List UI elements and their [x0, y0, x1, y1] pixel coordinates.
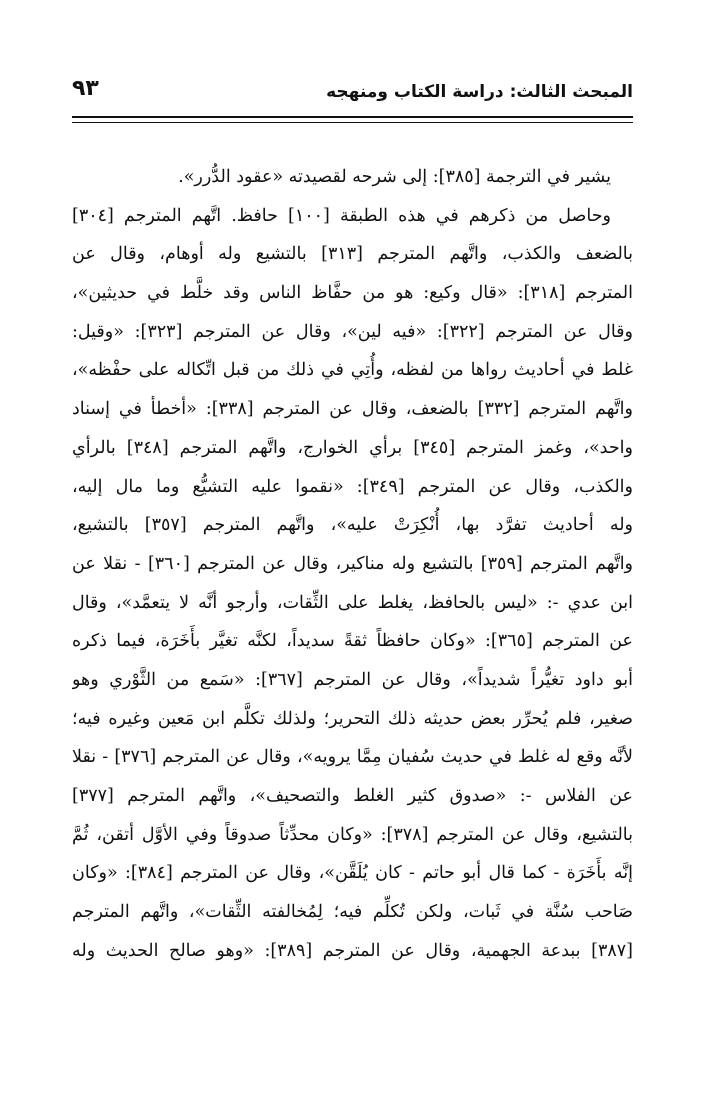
text-line: والكذب، وقال عن المترجم [٣٤٩]: «نقموا عليه التشيُّع وما مال إليه، [72, 476, 633, 497]
text-line: غلط في أحاديث رواها من لفظه، وأُتِي في ذلك من قبل اتِّكاله على حفْظه»، [72, 360, 633, 381]
text-line: واتَّهم المترجم [٣٣٢] بالضعف، وقال عن المترجم [٣٣٨]: «أخطأ في إسناد [72, 399, 633, 420]
text-line: أبو داود تغيُّراً شديداً»، وقال عن المترجم [٣٦٧]: «سَمع من الثَّوْري وهو [72, 669, 633, 690]
running-header-title: المبحث الثالث: دراسة الكتاب ومنهجه [326, 82, 633, 102]
page-number: ٩٣ [72, 76, 99, 101]
text-line: لأنَّه وقع له غلط في حديث سُفيان مِمَّا يرويه»، وقال عن المترجم [٣٧٦] - نقلا [72, 747, 633, 768]
page-header [72, 76, 633, 110]
text-line: بالضعف والكذب، واتَّهم المترجم [٣١٣] بالتشيع وله أوهام، وقال عن [72, 244, 633, 265]
header-rule-thin [72, 122, 633, 123]
text-line: واتَّهم المترجم [٣٥٩] بالتشيع وله مناكير، وقال عن المترجم [٣٦٠] - نقلا عن [72, 553, 633, 574]
text-line: عن المترجم [٣٦٥]: «وكان حافظاً ثقةً سديداً، لكنَّه تغيَّر بأَخَرَة، فيما ذكره [72, 631, 633, 652]
body-text [72, 158, 633, 970]
text-line: ابن عدي -: «ليس بالحافظ، يغلط على الثِّقات، وأرجو أنَّه لا يتعمَّد»، وقال [72, 592, 633, 613]
text-line: وله أحاديث تفرَّد بها، أُنْكِرَتْ عليه»، واتَّهم المترجم [٣٥٧] بالتشيع، [72, 515, 633, 536]
text-line: يشير في الترجمة [٣٨٥]: إلى شرحه لقصيدته «عقود الدُّرر». [178, 167, 611, 187]
text-line: واحد»، وغمز المترجم [٣٤٥] برأي الخوارج، واتَّهم المترجم [٣٤٨] بالرأي [72, 437, 633, 458]
text-line: المترجم [٣١٨]: «قال وكيع: هو من حفَّاظ الناس وقد خلَّط في حديثين»، [72, 283, 633, 304]
text-line: صَاحب سُنَّة في ثَبات، ولكن تُكلِّم فيه؛ لِمُخالفته الثِّقات»، واتَّهم المترجم [72, 902, 633, 923]
text-line: عن الفلاس -: «صدوق كثير الغلط والتصحيف»، واتَّهم المترجم [٣٧٧] [72, 786, 633, 806]
text-line: صغير، فلم يُحرِّر بعض حديثه ذلك التحرير؛ ولذلك تكلَّم ابن مَعين وغيره فيه؛ [72, 708, 633, 729]
text-line: إنَّه بأَخَرَة - كما قال أبو حاتم - كان يُلَقَّن»، وقال عن المترجم [٣٨٤]: «وكان [72, 863, 633, 884]
text-line: وقال عن المترجم [٣٢٢]: «فيه لين»، وقال عن المترجم [٣٢٣]: «وقيل: [72, 321, 633, 342]
text-line: بالتشيع، وقال عن المترجم [٣٧٨]: «وكان محدِّثاً صدوقاً وفي الأوَّل أتقن، ثُمَّ [72, 824, 633, 845]
text-line: [٣٨٧] ببدعة الجهمية، وقال عن المترجم [٣٨٩]: «وهو صالح الحديث وله [72, 940, 633, 961]
header-rule [72, 116, 633, 118]
text-line: وحاصل من ذكرهم في هذه الطبقة [١٠٠] حافظ. اتَّهم المترجم [٣٠٤] [72, 205, 611, 226]
